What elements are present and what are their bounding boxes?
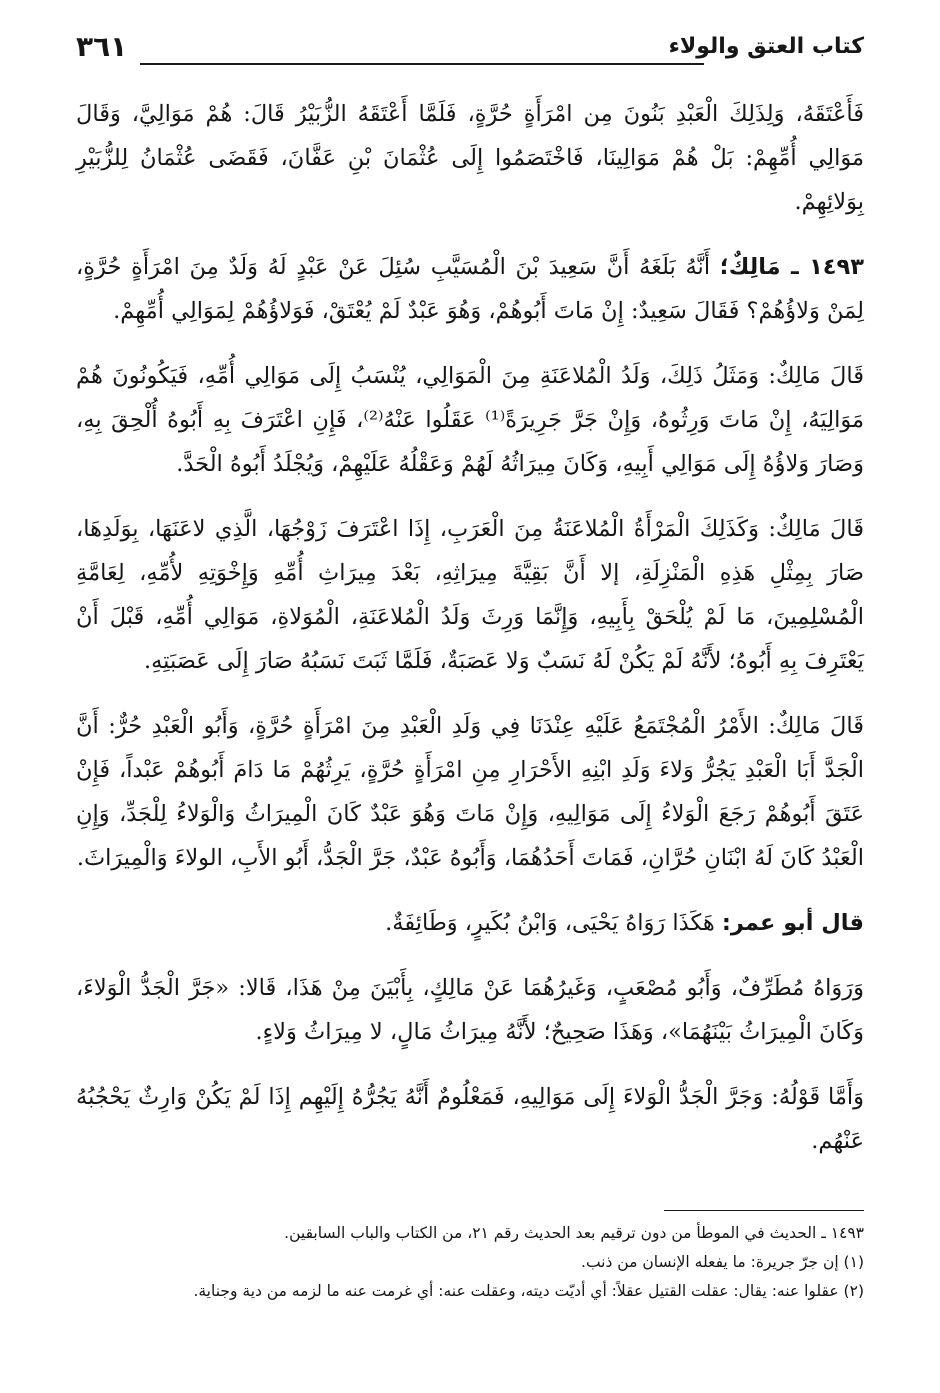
paragraph-text: هَكَذَا رَوَاهُ يَحْيَى، وَابْنُ بُكَيرٍ، وَطَائِفَةٌ.	[385, 910, 722, 936]
paragraph-text: قَالَ مَالِكٌ: وَكَذَلِكَ الْمَرْأَةُ الْمُلاعَنَةُ مِنَ الْعَرَبِ، إِذَا اعْتَرَفَ زَوْجُهَا، الَّذِي لاعَنَهَا، بِوَلَدِهَا، صَارَ بِمِثْلِ هَذِهِ الْمَنْزِلَةِ، إلا أَنَّ بَقِيَّةَ مِيرَاثِهِ، بَعْدَ مِيرَاثِ أُمِّهِ وَإِخْوَتِهِ لأُمِّهِ، لِعَامَّةِ الْمُسْلِمِينَ، مَا لَمْ يُلْحَقْ بِأَبِيهِ، وَإِنَّمَا وَرِثَ وَلَدُ الْمُلاعَنَةِ، الْمُوَلاةِ، مَوَالِي أُمِّهِ، قَبْلَ أَنْ يَعْتَرِفَ بِهِ أَبُوهُ؛ لأَنَّهُ لَمْ يَكُنْ لَهُ نَسَبٌ وَلا عَصَبَةٌ، فَلَمَّا ثَبَتَ نَسَبُهُ صَارَ إِلَى عَصَبَتِهِ.	[76, 516, 864, 674]
footnote-rule	[664, 1210, 864, 1211]
commentary-paragraph	[76, 901, 864, 945]
paragraph	[76, 1075, 864, 1163]
paragraph-text: قَالَ مَالِكٌ: وَمَثَلُ ذَلِكَ، وَلَدُ الْمُلاعَنَةِ مِنَ الْمَوَالِي، يُنْسَبُ إِلَى مَوَالِي أُمِّهِ، فَيَكُونُونَ هُمْ مَوَالِيَهُ، إِنْ مَاتَ وَرِثُوهُ، وَإِنْ جَرَّ جَرِيرَةً⁽¹⁾ عَقَلُوا عَنْهُ⁽²⁾، فَإِنِ اعْتَرَفَ بِهِ أَبُوهُ أُلْحِقَ بِهِ، وَصَارَ وَلاؤُهُ إِلَى مَوَالِي أَبِيهِ، وَكَانَ مِيرَاثُهُ لَهُمْ وَعَقْلُهُ عَلَيْهِمْ، وَيُجْلَدُ أَبُوهُ الْحَدَّ.	[76, 363, 865, 477]
footnote-2: (٢) عقلوا عنه: يقال: عقلت القتيل عقلاً: أي أديّت ديته، وعقلت عنه: أي غرمت عنه ما لزمه من دية وجناية.	[193, 1282, 864, 1300]
paragraph	[76, 507, 864, 683]
paragraph	[76, 704, 864, 880]
paragraph-text: قَالَ مَالِكٌ: الأَمْرُ الْمُجْتَمَعُ عَلَيْهِ عِنْدَنَا فِي وَلَدِ الْعَبْدِ مِنَ امْرَأَةٍ حُرَّةٍ، وَأَبُو الْعَبْدِ حُرٌّ: أَنَّ الْجَدَّ أَبَا الْعَبْدِ يَجُرُّ وَلاءَ وَلَدِ ابْنِهِ الأَحْرَارِ مِنِ امْرَأَةٍ حُرَّةٍ، يَرِثُهُمْ مَا دَامَ أَبُوهُمْ عَبْداً، فَإِنْ عَتَقَ أَبُوهُمْ رَجَعَ الْوَلاءُ إِلَى مَوَالِيهِ، وَإِنْ مَاتَ وَهُوَ عَبْدٌ كَانَ الْمِيرَاثُ وَالْوَلاءُ لِلْجَدِّ، وَإِنِ الْعَبْدُ كَانَ لَهُ ابْنَانِ حُرَّانِ، فَمَاتَ أَحَدُهُمَا، وَأَبُوهُ عَبْدٌ، جَرَّ الْجَدُّ، أَبُو الأَبِ، الولاءَ وَالْمِيرَاثَ.	[76, 713, 864, 871]
commentator-label: قال أبو عمر:	[721, 910, 864, 936]
footnote-1: (١) إن جرّ جريرة: ما يفعله الإنسان من ذنب.	[581, 1253, 864, 1271]
hadith-number: ١٤٩٣ ـ مَالِكٌ؛	[719, 254, 864, 280]
footnote-hadith-source: ١٤٩٣ ـ الحديث في الموطأ من دون ترقيم بعد الحديث رقم ٢١، من الكتاب والباب السابقين.	[284, 1224, 864, 1242]
paragraph-text: فَأَعْتَقَهُ، وَلِذَلِكَ الْعَبْدِ بَنُونَ مِن امْرَأَةٍ حُرَّةٍ، فَلَمَّا أَعْتَقَهُ الزُّبَيْرُ قَالَ: هُمْ مَوَالِيَّ، وَقَالَ مَوَالِي أُمِّهِمْ: بَلْ هُمْ مَوَالِينَا، فَاخْتَصَمُوا إِلَى عُثْمَانَ بْنِ عَفَّانَ، فَقَضَى عُثْمَانُ لِلزُّبَيْرِ بِوَلائِهِمْ.	[76, 101, 864, 215]
paragraph-text: وَأَمَّا قَوْلُهُ: وَجَرَّ الْجَدُّ الْوَلاءَ إِلَى مَوَالِيهِ، فَمَعْلُومٌ أَنَّهُ يَجُرُّهُ إِلَيْهِم إِذَا لَمْ يَكُنْ وَارِثٌ يَحْجُبُهُ عَنْهُم.	[76, 1084, 864, 1154]
page-number: ٣٦١	[76, 30, 128, 63]
paragraph-text: وَرَوَاهُ مُطَرِّفٌ، وَأَبُو مُصْعَبٍ، وَغَيرُهُمَا عَنْ مَالِكٍ، بِأَبْيَنَ مِنْ هَذَا، قَالا: «جَرَّ الْجَدُّ الْوَلاءَ، وَكَانَ الْمِيرَاثُ بَيْنَهُمَا»، وَهَذَا صَحِيحٌ؛ لأَنَّهُ مِيرَاثُ مَالٍ، لا مِيرَاثُ وَلاءٍ.	[76, 975, 864, 1045]
hadith-1493	[76, 245, 864, 333]
main-text	[76, 92, 864, 1184]
running-title: كتاب العتق والولاء	[668, 34, 864, 59]
header-rule	[140, 63, 704, 65]
paragraph	[76, 966, 864, 1054]
paragraph-text: أَنَّهُ بَلَغَهُ أَنَّ سَعِيدَ بْنَ الْمُسَيَّبِ سُئِلَ عَنْ عَبْدٍ لَهُ وَلَدٌ مِنَ امْرَأَةٍ حُرَّةٍ، لِمَنْ وَلاؤُهُمْ؟ فَقَالَ سَعِيدٌ: إِنْ مَاتَ أَبُوهُمْ، وَهُوَ عَبْدٌ لَمْ يُعْتَقْ، فَوَلاؤُهُمْ لِمَوَالِي أُمِّهِمْ.	[76, 254, 864, 324]
paragraph	[76, 354, 864, 486]
paragraph	[76, 92, 864, 224]
footnotes	[76, 1210, 864, 1306]
page-header	[76, 30, 864, 70]
